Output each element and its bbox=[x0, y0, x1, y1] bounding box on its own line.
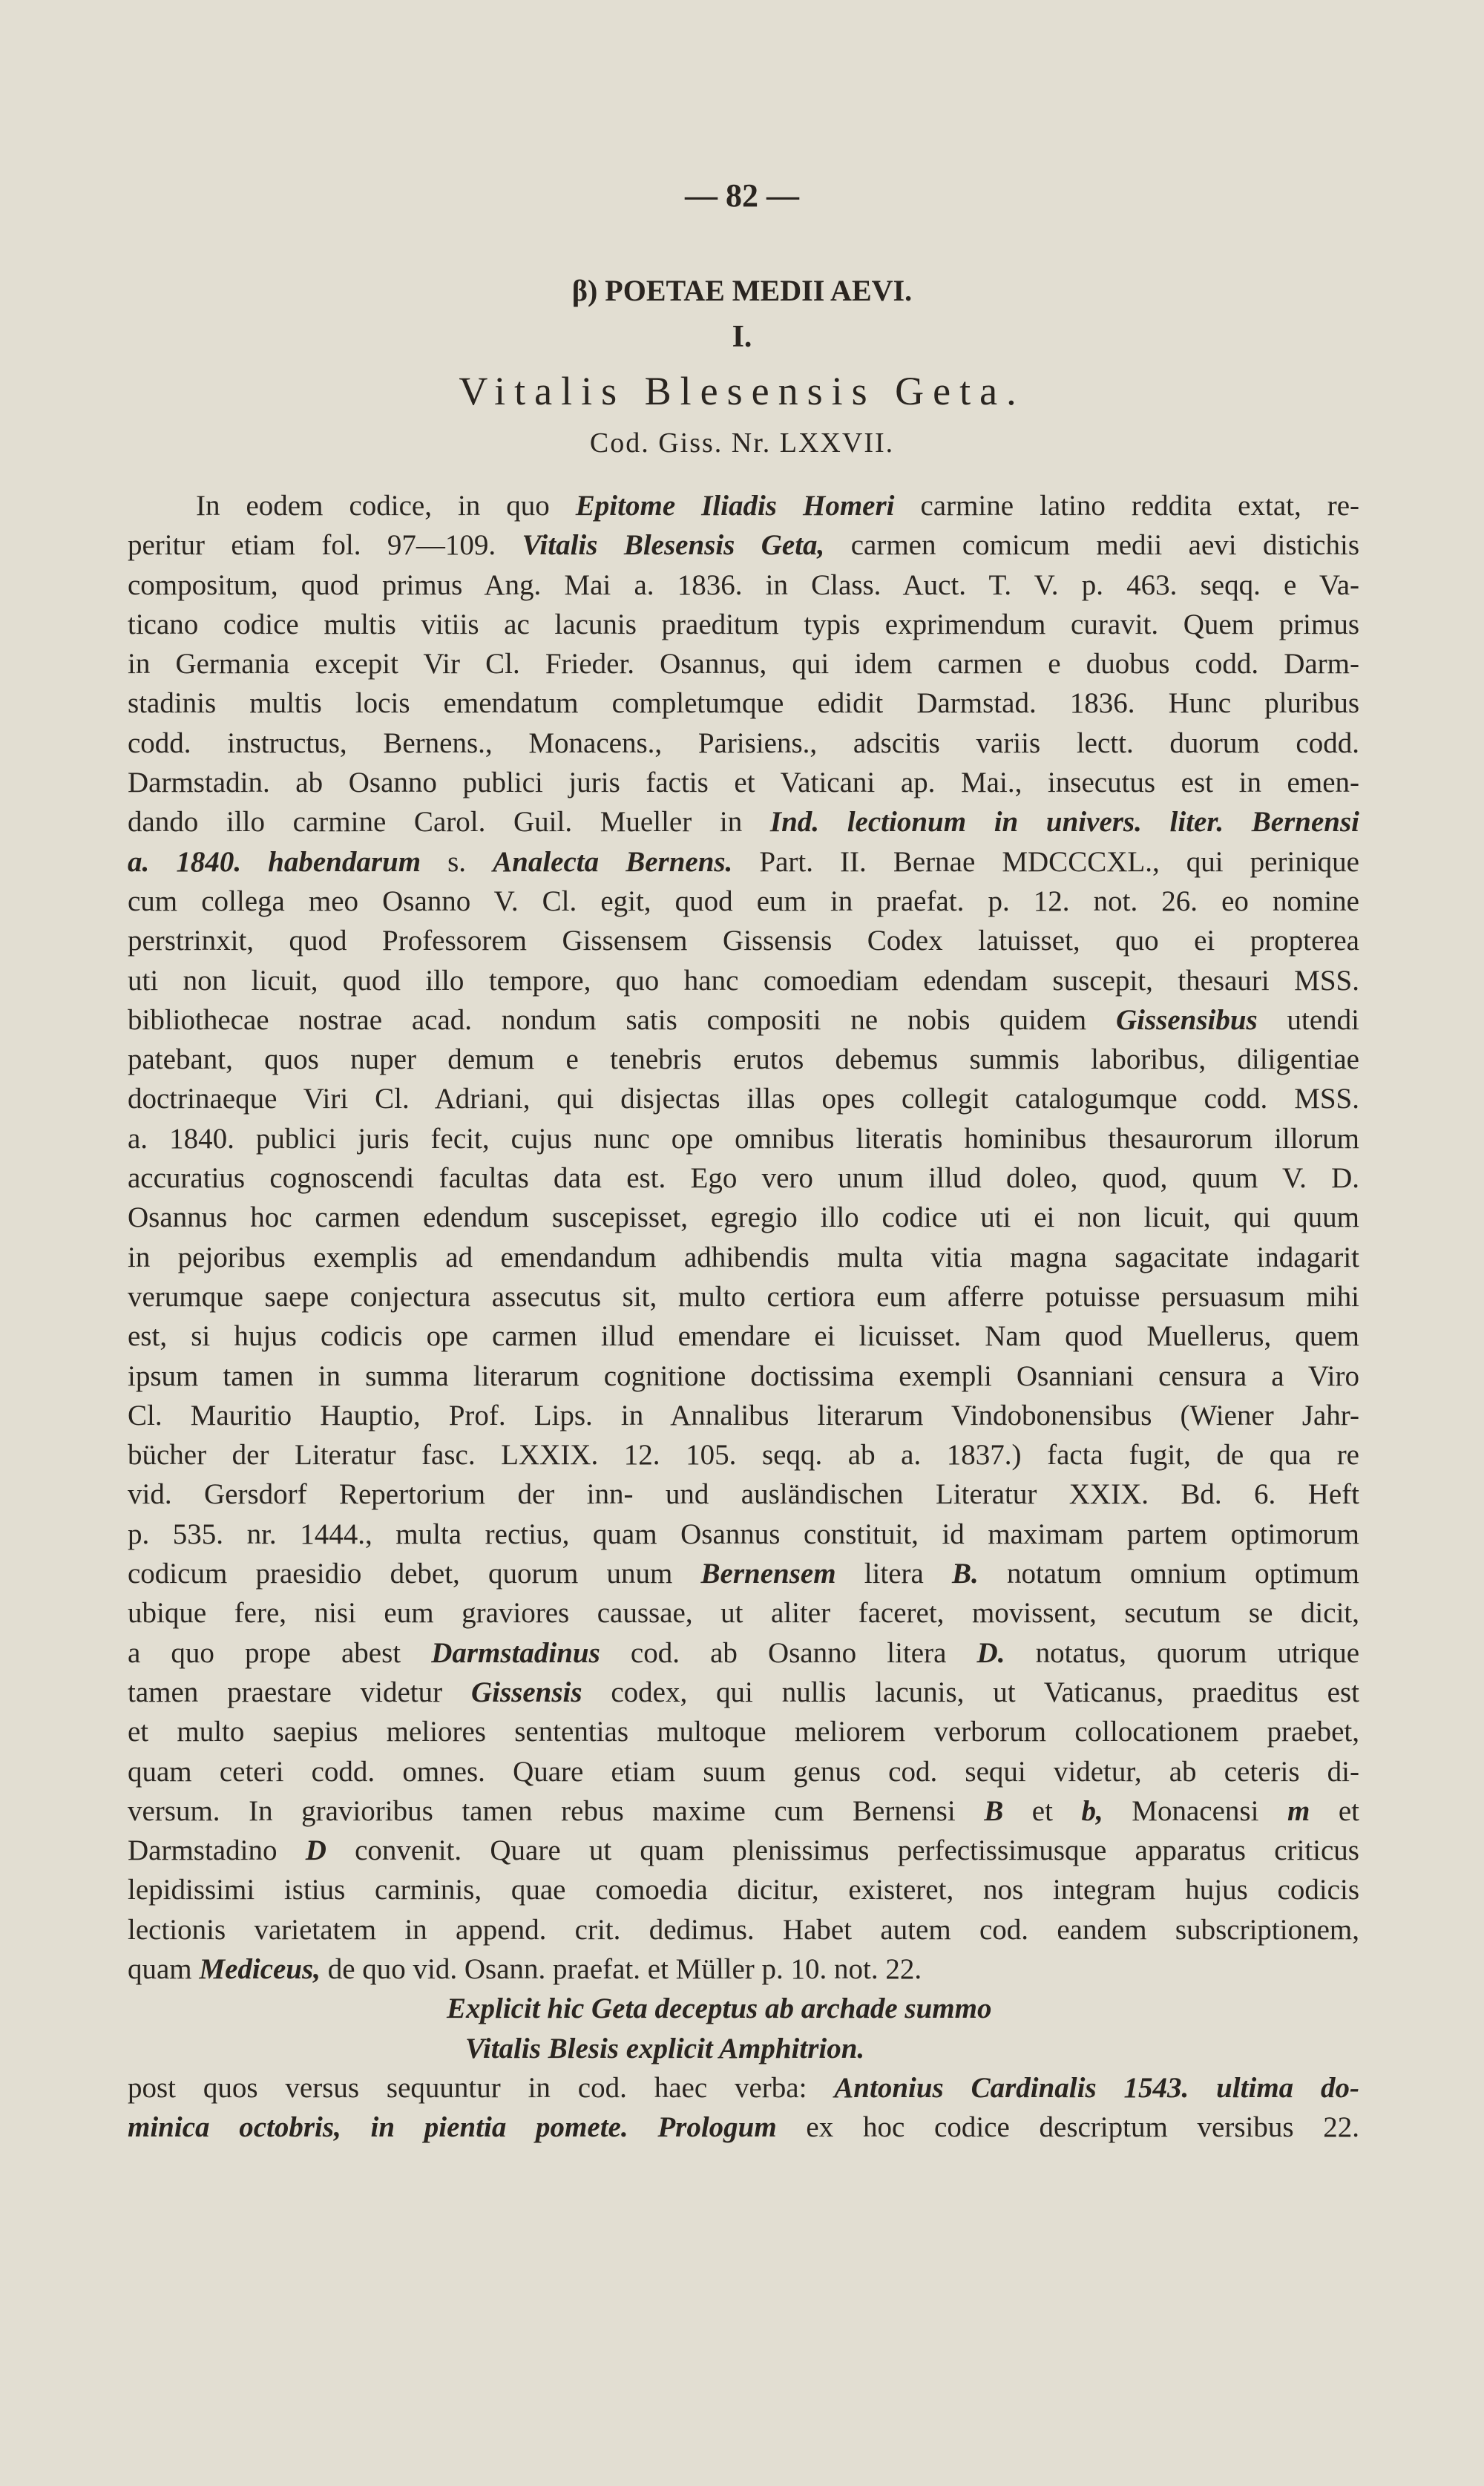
text-segment: perstrinxit, quod Professorem Gissensem Gissensis Codex latuisset, quo ei propterea bbox=[128, 925, 1359, 957]
italic-text: Gissensis bbox=[470, 1676, 582, 1708]
text-segment: bibliothecae nostrae acad. nondum satis compositi ne nobis quidem bbox=[128, 1003, 1116, 1036]
text-segment: de quo vid. Osann. praefat. et Müller p. 10. not. 22. bbox=[320, 1952, 922, 1985]
text-line bbox=[128, 882, 1359, 921]
text-segment: notatum omnium optimum bbox=[978, 1558, 1359, 1590]
italic-text: B. bbox=[952, 1558, 979, 1590]
text-line bbox=[128, 763, 1359, 802]
italic-text: Antonius Cardinalis 1543. ultima do- bbox=[834, 2071, 1359, 2104]
text-line bbox=[128, 1198, 1359, 1237]
text-segment: et bbox=[1003, 1794, 1082, 1827]
text-segment: ticano codice multis vitiis ac lacunis praeditum typis exprimendum curavit. Quem primus bbox=[128, 608, 1359, 640]
text-segment: Cl. Mauritio Hauptio, Prof. Lips. in Annalibus literarum Vindobonensibus (Wiener Jahr- bbox=[128, 1399, 1359, 1431]
text-segment: cod. ab Osanno litera bbox=[600, 1636, 977, 1669]
chapter-number: I. bbox=[732, 320, 752, 354]
text-line bbox=[128, 1435, 1359, 1475]
text-line bbox=[128, 605, 1359, 644]
text-line bbox=[128, 1910, 1359, 1949]
italic-text: Mediceus, bbox=[199, 1952, 321, 1985]
text-segment: versum. In gravioribus tamen rebus maxime cum Bernensi bbox=[128, 1794, 985, 1827]
text-line bbox=[128, 683, 1359, 723]
verse-line bbox=[128, 1989, 1359, 2028]
text-segment: ubique fere, nisi eum graviores caussae, ut aliter faceret, movissent, secutum se dicit, bbox=[128, 1597, 1359, 1630]
text-line bbox=[128, 1475, 1359, 1514]
text-segment: quam ceteri codd. omnes. Quare etiam suum genus cod. sequi videtur, ab ceteris di- bbox=[128, 1755, 1359, 1788]
text-segment: uti non licuit, quod illo tempore, quo hanc comoediam edendam suscepit, thesauri MSS. bbox=[128, 964, 1359, 997]
italic-text: Explicit hic Geta deceptus ab archade summo bbox=[447, 1993, 992, 2025]
text-segment: peritur etiam fol. 97—109. bbox=[128, 529, 522, 562]
italic-text: Gissensibus bbox=[1115, 1003, 1258, 1036]
text-segment bbox=[628, 2111, 658, 2143]
text-line bbox=[128, 1357, 1359, 1396]
text-segment: tamen praestare videtur bbox=[128, 1676, 471, 1708]
text-line bbox=[128, 1238, 1359, 1277]
text-segment: utendi bbox=[1257, 1003, 1360, 1036]
text-segment: codicum praesidio debet, quorum unum bbox=[128, 1558, 701, 1590]
text-segment: Osannus hoc carmen edendum suscepisset, egregio illo codice uti ei non licuit, qui quum bbox=[128, 1201, 1359, 1234]
text-segment: convenit. Quare ut quam plenissimus perfectissimusque apparatus criticus bbox=[326, 1834, 1359, 1867]
text-segment: s. bbox=[421, 845, 493, 878]
italic-text: Darmstadinus bbox=[431, 1636, 600, 1669]
text-line bbox=[128, 1000, 1359, 1040]
italic-text: Vitalis Blesis explicit Amphitrion. bbox=[465, 2032, 865, 2064]
italic-text: B bbox=[984, 1794, 1004, 1827]
text-line bbox=[128, 1040, 1359, 1079]
text-segment: verumque saepe conjectura assecutus sit, multo certiora eum afferre potuisse persuasum mihi bbox=[128, 1280, 1359, 1313]
text-segment: in pejoribus exemplis ad emendandum adhibendis multa vitia magna sagacitate indagarit bbox=[128, 1241, 1359, 1273]
text-segment: p. 535. nr. 1444., multa rectius, quam Osannus constituit, id maximam partem optimorum bbox=[128, 1518, 1359, 1550]
text-line bbox=[128, 1515, 1359, 1554]
italic-text: Vitalis Blesensis Geta, bbox=[522, 529, 825, 562]
text-line bbox=[128, 724, 1359, 763]
text-line bbox=[128, 2068, 1359, 2108]
text-line bbox=[128, 1277, 1359, 1316]
italic-text: a. 1840. habendarum bbox=[128, 845, 421, 878]
text-line bbox=[128, 644, 1359, 683]
text-segment: est, si hujus codicis ope carmen illud emendare ei licuisset. Nam quod Muellerus, quem bbox=[128, 1320, 1359, 1353]
text-segment: Darmstadin. ab Osanno publici juris factis et Vaticani ap. Mai., insecutus est in emen- bbox=[128, 767, 1359, 799]
italic-text: Ind. lectionum in univers. liter. Bernensi bbox=[769, 806, 1359, 839]
text-line bbox=[128, 1831, 1359, 1870]
text-line bbox=[128, 1870, 1359, 1909]
text-line bbox=[128, 1119, 1359, 1158]
text-line bbox=[128, 1791, 1359, 1831]
text-line bbox=[128, 1673, 1359, 1712]
text-segment: In eodem codice, in quo bbox=[196, 490, 576, 522]
text-segment: Monacensi bbox=[1103, 1794, 1287, 1827]
body-text bbox=[128, 486, 1359, 2147]
text-line bbox=[128, 565, 1359, 605]
codex-reference: Cod. Giss. Nr. LXXVII. bbox=[589, 427, 895, 459]
italic-text: Bernensem bbox=[700, 1558, 836, 1590]
text-segment: bücher der Literatur fasc. LXXIX. 12. 105. seqq. ab a. 1837.) facta fugit, de qua re bbox=[128, 1439, 1359, 1472]
text-segment: ex hoc codice descriptum versibus 22. bbox=[776, 2111, 1359, 2144]
text-segment: in Germania excepit Vir Cl. Frieder. Osannus, qui idem carmen e duobus codd. Darm- bbox=[128, 648, 1359, 680]
text-line bbox=[128, 1633, 1359, 1673]
text-segment: a quo prope abest bbox=[128, 1636, 432, 1669]
text-segment: lectionis varietatem in append. crit. dedimus. Habet autem cod. eandem subscriptionem, bbox=[128, 1913, 1359, 1946]
italic-text: b, bbox=[1081, 1794, 1103, 1827]
text-segment: quam bbox=[128, 1952, 200, 1985]
text-line bbox=[128, 2108, 1359, 2147]
text-segment: codd. instructus, Bernens., Monacens., Parisiens., adscitis variis lectt. duorum codd. bbox=[128, 727, 1359, 759]
text-line bbox=[128, 1158, 1359, 1198]
work-title: Vitalis Blesensis Geta. bbox=[459, 369, 1025, 413]
text-segment: et multo saepius meliores sententias multoque meliorem verborum collocationem praebet, bbox=[128, 1716, 1359, 1748]
text-line bbox=[128, 1396, 1359, 1435]
text-segment: compositum, quod primus Ang. Mai a. 1836. in Class. Auct. T. V. p. 463. seqq. e Va- bbox=[128, 568, 1359, 601]
text-segment: notatus, quorum utrique bbox=[1005, 1636, 1360, 1669]
text-segment: et bbox=[1310, 1794, 1359, 1827]
text-segment: vid. Gersdorf Repertorium der inn- und ausländischen Literatur XXIX. Bd. 6. Heft bbox=[128, 1478, 1359, 1511]
italic-text: Epitome Iliadis Homeri bbox=[575, 490, 895, 522]
text-line bbox=[128, 842, 1359, 882]
text-segment: Part. II. Bernae MDCCCXL., qui perinique bbox=[732, 845, 1359, 878]
text-line bbox=[128, 1752, 1359, 1791]
text-line bbox=[128, 1593, 1359, 1633]
text-segment: accuratius cognoscendi facultas data est. Ego vero unum illud doleo, quod, quum V. D. bbox=[128, 1162, 1359, 1195]
italic-text: m bbox=[1287, 1794, 1310, 1827]
text-line bbox=[128, 1554, 1359, 1593]
text-line bbox=[128, 525, 1359, 565]
text-segment: stadinis multis locis emendatum completumque edidit Darmstad. 1836. Hunc pluribus bbox=[128, 687, 1359, 720]
italic-text: Analecta Bernens. bbox=[493, 845, 733, 878]
text-segment: post quos versus sequuntur in cod. haec verba: bbox=[128, 2071, 835, 2104]
text-line bbox=[128, 802, 1359, 842]
text-line bbox=[128, 961, 1359, 1000]
section-heading: β) POETAE MEDII AEVI. bbox=[571, 274, 913, 307]
page-number: — 82 — bbox=[685, 177, 799, 214]
text-segment: cum collega meo Osanno V. Cl. egit, quod eum in praefat. p. 12. not. 26. eo nomine bbox=[128, 885, 1359, 917]
text-segment: Darmstadino bbox=[128, 1834, 306, 1867]
text-segment: a. 1840. publici juris fecit, cujus nunc ope omnibus literatis hominibus thesaurorum illorum bbox=[128, 1122, 1359, 1155]
text-segment: carmen comicum medii aevi distichis bbox=[824, 529, 1359, 562]
italic-text: minica octobris, in pientia pomete. bbox=[128, 2111, 628, 2144]
text-segment: patebant, quos nuper demum e tenebris erutos debemus summis laboribus, diligentiae bbox=[128, 1043, 1359, 1076]
text-segment: carmine latino reddita extat, re- bbox=[894, 490, 1359, 522]
text-segment: lepidissimi istius carminis, quae comoedia dicitur, existeret, nos integram hujus codicis bbox=[128, 1874, 1359, 1906]
text-line bbox=[128, 1712, 1359, 1751]
text-segment: litera bbox=[835, 1558, 953, 1590]
italic-text: D bbox=[305, 1834, 326, 1867]
text-line bbox=[128, 1316, 1359, 1356]
text-line bbox=[128, 486, 1359, 525]
verse-line bbox=[128, 2029, 1359, 2068]
italic-text: Prologum bbox=[657, 2111, 777, 2144]
text-line bbox=[128, 921, 1359, 960]
text-segment: doctrinaeque Viri Cl. Adriani, qui disjectas illas opes collegit catalogumque codd. MSS. bbox=[128, 1083, 1359, 1115]
text-line bbox=[128, 1079, 1359, 1118]
italic-text: D. bbox=[976, 1636, 1005, 1669]
text-line bbox=[128, 1949, 1359, 1989]
text-segment: ipsum tamen in summa literarum cognitione doctissima exempli Osanniani censura a Viro bbox=[128, 1360, 1359, 1392]
text-segment: dando illo carmine Carol. Guil. Mueller in bbox=[128, 806, 770, 839]
text-segment: codex, qui nullis lacunis, ut Vaticanus, praeditus est bbox=[582, 1676, 1359, 1708]
